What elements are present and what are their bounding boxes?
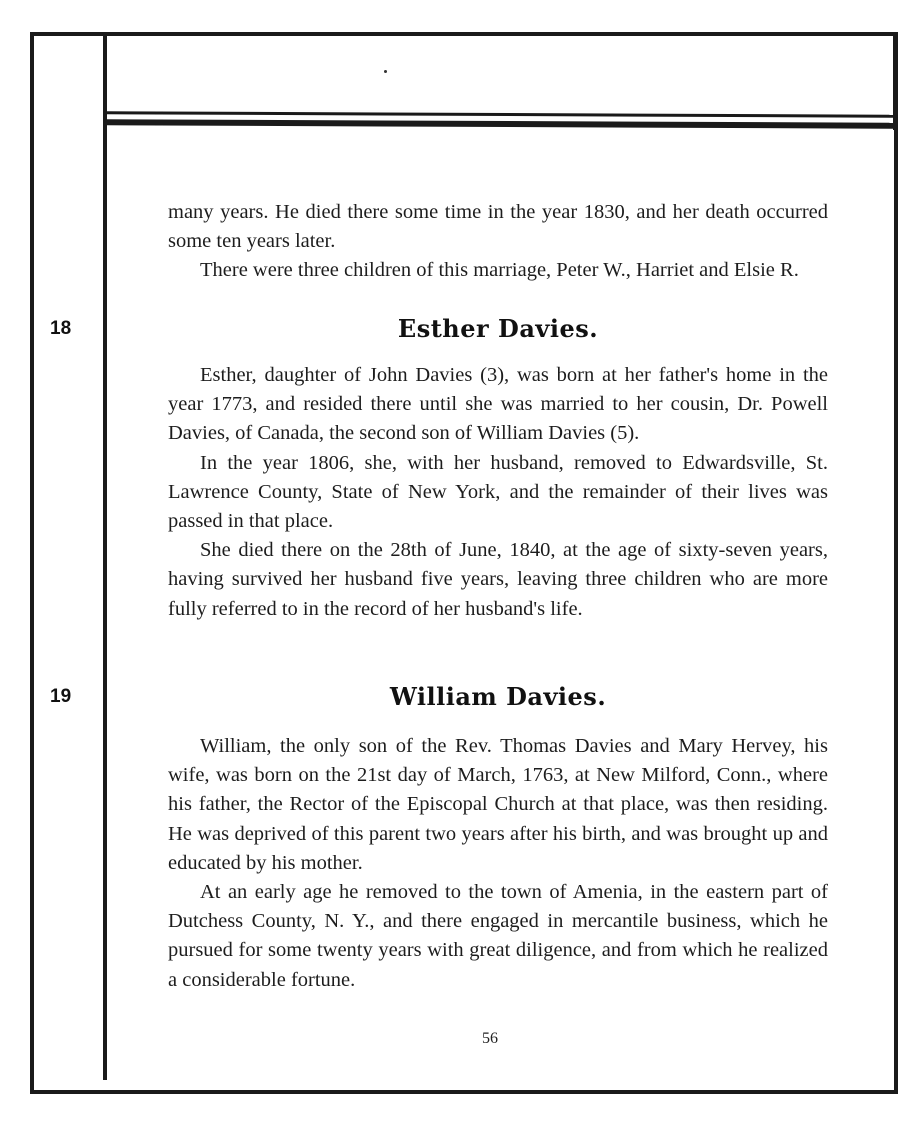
page-number: 56	[482, 1030, 498, 1047]
section-heading-esther: Esther Davies.	[397, 314, 599, 343]
paragraph: There were three children of this marriage, Peter W., Harriet and Elsie R.	[200, 259, 799, 282]
intro-text	[168, 198, 828, 286]
paragraph: many years. He died there some time in the year 1830, and her death occurred some ten years later.	[168, 201, 828, 253]
print-speck	[384, 70, 387, 73]
paragraph: Esther, daughter of John Davies (3), was born at her father's home in the year 1773, and resided there until she was married to her cousin, Dr. Powell Davies, of Canada, the second son of William Davies (5).	[168, 364, 828, 445]
paragraph: William, the only son of the Rev. Thomas Davies and Mary Hervey, his wife, was born on the 21st day of March, 1763, at New Milford, Conn., where his father, the Rector of the Episcopal Church at that place, was then residing. He was deprived of this parent two years after his birth, and was brought up and educated by his mother.	[168, 735, 828, 874]
margin-number: 18	[50, 318, 72, 339]
paragraph: She died there on the 28th of June, 1840, at the age of sixty-seven years, having survived her husband five years, leaving three children who are more fully referred to in the record of her husband's life.	[168, 539, 828, 620]
margin-number: 19	[50, 686, 72, 707]
paragraph: In the year 1806, she, with her husband, removed to Edwardsville, St. Lawrence County, State of New York, and the remainder of their lives was passed in that place.	[168, 451, 828, 533]
esther-text	[168, 361, 828, 624]
section-heading-william: William Davies.	[389, 682, 607, 711]
william-text	[168, 732, 828, 995]
paragraph: At an early age he removed to the town of Amenia, in the eastern part of Dutchess County, N. Y., and there engaged in mercantile business, which he pursued for some twenty years with great diligence, and from which he realized a considerable fortune.	[168, 881, 828, 991]
margin-rule	[103, 34, 107, 1080]
